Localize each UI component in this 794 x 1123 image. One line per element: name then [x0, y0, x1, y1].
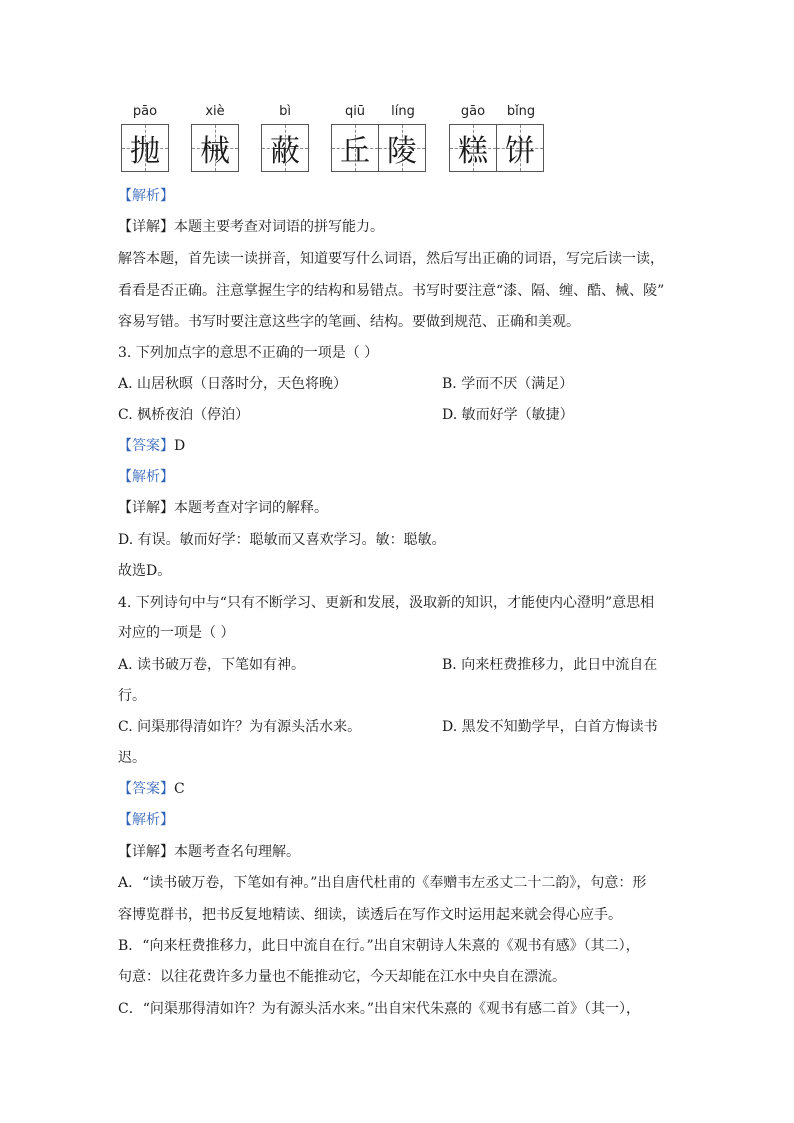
- body-text: C．“问渠那得清如许？为有源头活水来。”出自宋代朱熹的《观书有感二首》（其一），: [118, 1001, 641, 1017]
- tianzige-box: [261, 124, 309, 172]
- body-text: 看看是否正确。注意掌握生字的结构和易错点。书写时要注意“漆、隔、缠、酷、械、陵”: [118, 283, 665, 299]
- analysis-tag: 【解析】: [118, 812, 174, 828]
- option-c: C. 问渠那得清如许？为有源头活水来。: [118, 719, 362, 735]
- analysis-tag: 【解析】: [118, 188, 174, 204]
- body-text: B．“向来枉费推移力，此日中流自在行。”出自宋朝诗人朱熹的《观书有感》（其二），: [118, 938, 640, 954]
- tianzige-box: [121, 124, 169, 172]
- pinyin-cell: [261, 104, 309, 172]
- tianzige-box: [191, 124, 239, 172]
- hanzi-character: 丘: [340, 134, 370, 169]
- analysis-tag: 【解析】: [118, 469, 174, 485]
- option-a: A. 读书破万卷，下笔如有神。: [118, 657, 306, 673]
- question-4-stem: 4. 下列诗句中与“只有不断学习、更新和发展，汲取新的知识，才能使内心澄明”意思相: [118, 595, 655, 611]
- hanzi-character: 饼: [505, 134, 535, 169]
- pinyin-group: [331, 104, 427, 172]
- body-text: 解答本题，首先读一读拼音，知道要写什么词语，然后写出正确的词语，写完后读一读，: [118, 251, 664, 267]
- answer-value: C: [174, 781, 185, 797]
- pinyin-cell: [379, 104, 427, 172]
- answer-tag: 【答案】: [118, 781, 174, 797]
- pinyin-label: líng: [391, 104, 415, 119]
- option-d: D. 黑发不知勤学早，白首方悔读书: [442, 719, 658, 735]
- pinyin-cell: [191, 104, 239, 172]
- pinyin-label: bǐng: [506, 104, 536, 119]
- tianzige-box: [496, 124, 544, 172]
- body-text: 容博览群书，把书反复地精读、细读，读透后在写作文时运用起来就会得心应手。: [118, 907, 622, 923]
- hanzi-character: 糕: [458, 134, 488, 169]
- pinyin-label: bì: [279, 104, 291, 119]
- body-text: D. 有误。敏而好学：聪敏而又喜欢学习。敏：聪敏。: [118, 532, 446, 548]
- detail-line: 【详解】本题主要考查对词语的拼写能力。: [118, 219, 384, 235]
- body-text: 容易写错。书写时要注意这些字的笔画、结构。要做到规范、正确和美观。: [118, 314, 580, 330]
- option-b: B. 学而不厌（满足）: [442, 376, 574, 392]
- pinyin-group: [261, 104, 309, 172]
- pinyin-cell: [121, 104, 169, 172]
- pinyin-group: [191, 104, 239, 172]
- pinyin-label: xiè: [205, 104, 225, 119]
- answer-value: D: [174, 438, 186, 454]
- answer-tag: 【答案】: [118, 438, 174, 454]
- hanzi-character: 陵: [387, 134, 417, 169]
- detail-line: 【详解】本题考查名句理解。: [118, 844, 300, 860]
- option-d: D. 敏而好学（敏捷）: [442, 407, 574, 423]
- pinyin-group: [121, 104, 169, 172]
- option-a: A. 山居秋暝（日落时分，天色将晚）: [118, 376, 348, 392]
- body-text: 故选D。: [118, 563, 172, 579]
- question-4-options-row-1: [118, 655, 678, 675]
- tianzige-box: [378, 124, 426, 172]
- question-3-options-row-1: [118, 374, 678, 394]
- pinyin-group: [449, 104, 545, 172]
- option-c: C. 枫桥夜泊（停泊）: [118, 407, 250, 423]
- question-4-stem: 对应的一项是（ ）: [118, 625, 235, 641]
- pinyin-cell: [331, 104, 379, 172]
- tianzige-box: [331, 124, 379, 172]
- pinyin-grid: [121, 104, 545, 172]
- detail-line: 【详解】本题考查对字词的解释。: [118, 500, 328, 516]
- hanzi-character: 械: [200, 134, 230, 169]
- pinyin-label: pāo: [132, 104, 158, 119]
- answer-line: [118, 436, 678, 456]
- option-b-continued: 行。: [118, 688, 146, 704]
- pinyin-cell: [449, 104, 497, 172]
- answer-line: [118, 779, 678, 799]
- pinyin-label: gāo: [460, 104, 486, 119]
- body-text: A．“读书破万卷，下笔如有神。”出自唐代杜甫的《奉赠韦左丞丈二十二韵》，句意：形: [118, 875, 647, 891]
- option-d-continued: 迟。: [118, 750, 146, 766]
- body-text: 句意：以往花费许多力量也不能推动它，今天却能在江水中央自在漂流。: [118, 969, 566, 985]
- option-b: B. 向来枉费推移力，此日中流自在: [442, 657, 658, 673]
- hanzi-character: 蔽: [270, 134, 300, 169]
- question-4-options-row-2: [118, 717, 678, 737]
- pinyin-cell: [497, 104, 545, 172]
- tianzige-box: [449, 124, 497, 172]
- hanzi-character: 抛: [130, 134, 160, 169]
- pinyin-label: qiū: [344, 104, 366, 119]
- question-3-options-row-2: [118, 405, 678, 425]
- question-3-stem: 3. 下列加点字的意思不正确的一项是（ ）: [118, 345, 379, 361]
